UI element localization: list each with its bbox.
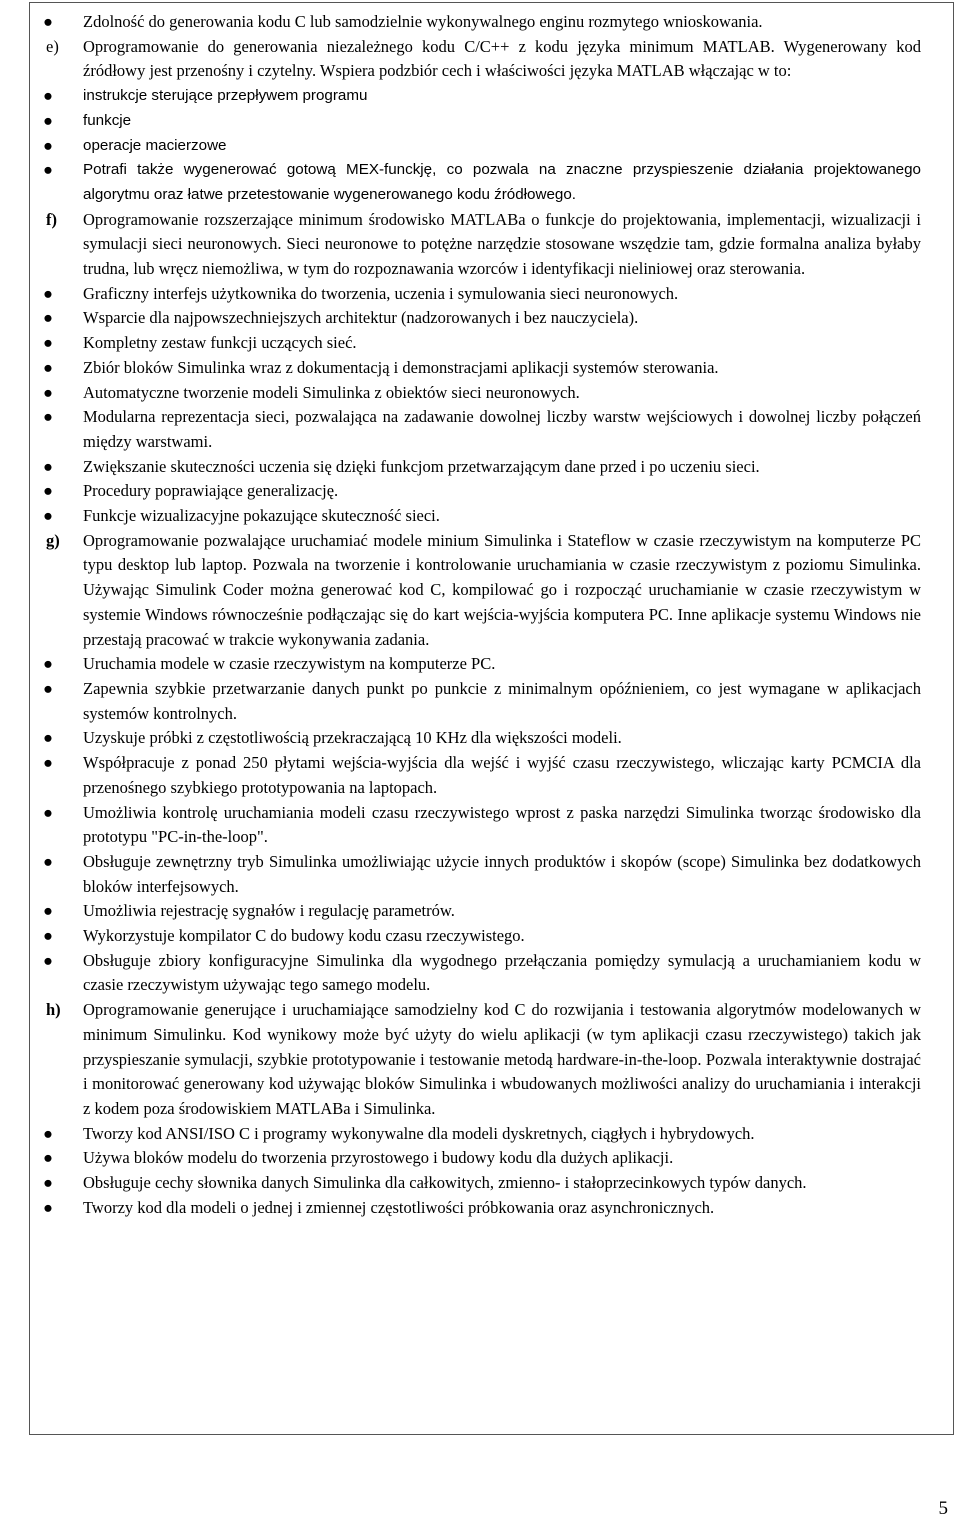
bullet-icon: ● (43, 678, 53, 698)
item-text: Funkcje wizualizacyjne pokazujące skuteczność sieci. (83, 506, 440, 526)
bullet-icon: ● (43, 357, 53, 377)
item-text: Tworzy kod dla modeli o jednej i zmiennej częstotliwości próbkowania oraz asynchronicznych. (83, 1197, 715, 1217)
list-item (43, 850, 921, 899)
item-text: Procedury poprawiające generalizację. (83, 481, 339, 501)
section-e (46, 35, 921, 84)
bullet-icon: ● (43, 87, 53, 106)
section-text: Oprogramowanie rozszerzające minimum środowisko MATLABa o funkcje do projektowania, implementacji, wizualizacji i symulacji sieci neuronowych. Sieci neuronowe to potężne narzędzie stosowane wszędzie tam, gdzie formalna analiza byłaby trudna, lub wręcz niemożliwa, w tym do rozpoznawania wzorców i identyfikacji nieliniowej oraz sterowania. (83, 209, 921, 279)
list-item (43, 134, 921, 159)
bullet-icon: ● (43, 456, 53, 476)
item-text: Umożliwia kontrolę uruchamiania modeli czasu rzeczywistego wprost z paska narzędzi Simulinka tworząc środowisko dla prototypu "PC-in-the-loop". (83, 802, 921, 847)
bullet-icon: ● (43, 1173, 53, 1193)
list-item (43, 677, 921, 726)
list-item (43, 356, 921, 381)
section-h (46, 998, 921, 1122)
item-text: Zwiększanie skuteczności uczenia się dzięki funkcjom przetwarzającym dane przed i po uczeniu sieci. (83, 456, 760, 476)
bullet-icon: ● (43, 901, 53, 921)
item-text: Używa bloków modelu do tworzenia przyrostowego i budowy kodu dla dużych aplikacji. (83, 1148, 674, 1168)
list-item (43, 504, 921, 529)
bullet-icon: ● (43, 136, 53, 155)
bullet-icon: ● (43, 161, 53, 180)
page-number: 5 (938, 1498, 948, 1519)
bullet-icon: ● (43, 382, 53, 402)
section-letter: h) (46, 1000, 61, 1020)
bullet-icon: ● (43, 753, 53, 773)
bullet-icon: ● (43, 1148, 53, 1168)
item-text: Uruchamia modele w czasie rzeczywistym na komputerze PC. (83, 654, 496, 674)
section-text: Oprogramowanie generujące i uruchamiające samodzielny kod C do rozwijania i testowania algorytmów modelowanych w minimum Simulinku. Kod wynikowy może być użyty do wielu aplikacji (w tym aplikacji czasu rzeczywistego) takich jak przyspieszanie symulacji, szybkie prototypowanie i testowanie metodą hardware-in-the-loop. Pozwala interaktywnie dostrajać i monitorować generowany kod używając bloków Simulinka i wbudowanych możliwości analizy do uruchamiania i interakcji z kodem poza środowiskiem MATLABa i Simulinka. (83, 1000, 921, 1118)
bullet-icon: ● (43, 851, 53, 871)
item-text: funkcje (83, 111, 132, 129)
bullet-icon: ● (43, 333, 53, 353)
list-item (43, 331, 921, 356)
bullet-icon: ● (43, 506, 53, 526)
item-text: Obsługuje cechy słownika danych Simulinka dla całkowitych, zmienno- i stałoprzecinkowych typów danych. (83, 1173, 807, 1193)
list-item (43, 1171, 921, 1196)
list-item (43, 899, 921, 924)
section-letter: e) (46, 36, 59, 56)
bullet-icon: ● (43, 283, 53, 303)
section-text: Oprogramowanie do generowania niezależnego kodu C/C++ z kodu języka minimum MATLAB. Wygenerowany kod źródłowy jest przenośny i czytelny. Wspiera podzbiór cech i właściwości języka MATLAB włączając w to: (83, 36, 921, 81)
bullet-icon: ● (43, 950, 53, 970)
list-item (43, 158, 921, 207)
item-text: Modularna reprezentacja sieci, pozwalająca na zadawanie dowolnej liczby warstw wejściowych i dowolnej liczby połączeń między warstwami. (83, 407, 921, 451)
list-item (43, 751, 921, 800)
list-item (43, 1122, 921, 1147)
list-item (43, 726, 921, 751)
list-item (43, 306, 921, 331)
item-text: Uzyskuje próbki z częstotliwością przekraczającą 10 KHz dla większości modeli. (83, 728, 622, 748)
item-text: Zbiór bloków Simulinka wraz z dokumentacją i demonstracjami aplikacji systemów sterowania. (83, 357, 719, 377)
list-item (43, 84, 921, 109)
section-letter: g) (46, 530, 60, 550)
bullet-icon: ● (43, 728, 53, 748)
list-item (43, 924, 921, 949)
document-body (43, 10, 921, 1220)
item-text: Potrafi także wygenerować gotową MEX-funckję, co pozwala na znaczne przyspieszenie działania projektowanego algorytmu oraz łatwe przetestowanie wygenerowanego kodu źródłowego. (83, 161, 921, 203)
item-text: Umożliwia rejestrację sygnałów i regulację parametrów. (83, 901, 455, 921)
item-text: Graficzny interfejs użytkownika do tworzenia, uczenia i symulowania sieci neuronowych. (83, 283, 679, 303)
item-text: Zdolność do generowania kodu C lub samodzielnie wykonywalnego enginu rozmytego wnioskowania. (83, 12, 763, 31)
bullet-icon: ● (43, 654, 53, 674)
list-item (43, 1196, 921, 1221)
bullet-icon: ● (43, 12, 53, 31)
bullet-icon: ● (43, 1123, 53, 1143)
list-item (43, 949, 921, 998)
item-text: Wsparcie dla najpowszechniejszych architektur (nadzorowanych i bez nauczyciela). (83, 308, 639, 328)
item-text: Obsługuje zewnętrzny tryb Simulinka umożliwiając użycie innych produktów i skopów (scope) Simulinka bez dodatkowych bloków interfejsowych. (83, 851, 921, 896)
bullet-icon: ● (43, 481, 53, 501)
bullet-icon: ● (43, 308, 53, 328)
item-text: Zapewnia szybkie przetwarzanie danych punkt po punkcie z minimalnym opóźnieniem, co jest wymagane w aplikacjach systemów kontrolnych. (83, 678, 921, 723)
section-g (46, 529, 921, 653)
list-item (43, 381, 921, 406)
list-item (43, 479, 921, 504)
bullet-icon: ● (43, 407, 53, 427)
list-item (43, 1146, 921, 1171)
list-item (43, 282, 921, 307)
item-text: instrukcje sterujące przepływem programu (83, 87, 368, 105)
list-item (43, 455, 921, 480)
bullet-icon: ● (43, 111, 53, 130)
list-item (43, 801, 921, 850)
item-text: operacje macierzowe (83, 136, 227, 154)
section-letter: f) (46, 209, 57, 229)
list-item (43, 652, 921, 677)
section-text: Oprogramowanie pozwalające uruchamiać modele minium Simulinka i Stateflow w czasie rzeczywistym na komputerze PC typu desktop lub laptop. Pozwala na tworzenie i kontrolowanie uruchamiania w czasie rzeczywistym z poziomu Simulinka. Używając Simulink Coder można generować kod C, kompilować go i rozpocząć uruchamianie w czasie rzeczywistym w systemie Windows równocześnie podłączając się do kart wejścia-wyjścia komputera PC. Inne aplikacje systemu Windows nie przestają pracować w trakcie wykonywania zadania. (83, 530, 921, 649)
section-f (46, 208, 921, 282)
item-text: Tworzy kod ANSI/ISO C i programy wykonywalne dla modeli dyskretnych, ciągłych i hybrydowych. (83, 1123, 755, 1143)
list-item (43, 109, 921, 134)
item-text: Wykorzystuje kompilator C do budowy kodu czasu rzeczywistego. (83, 926, 525, 946)
item-text: Kompletny zestaw funkcji uczących sieć. (83, 333, 357, 353)
bullet-icon: ● (43, 1197, 53, 1217)
item-text: Obsługuje zbiory konfiguracyjne Simulinka dla wygodnego przełączania pomiędzy symulacją a uruchamianiem kodu w czasie rzeczywistym używając tego samego modelu. (83, 950, 921, 995)
list-item (43, 405, 921, 454)
bullet-icon: ● (43, 802, 53, 822)
bullet-icon: ● (43, 926, 53, 946)
list-item (43, 10, 921, 35)
item-text: Współpracuje z ponad 250 płytami wejścia-wyjścia dla wejść i wyjść czasu rzeczywistego, wliczając karty PCMCIA dla przenośnego szybkiego prototypowania na laptopach. (83, 753, 921, 797)
item-text: Automatyczne tworzenie modeli Simulinka z obiektów sieci neuronowych. (83, 382, 580, 402)
